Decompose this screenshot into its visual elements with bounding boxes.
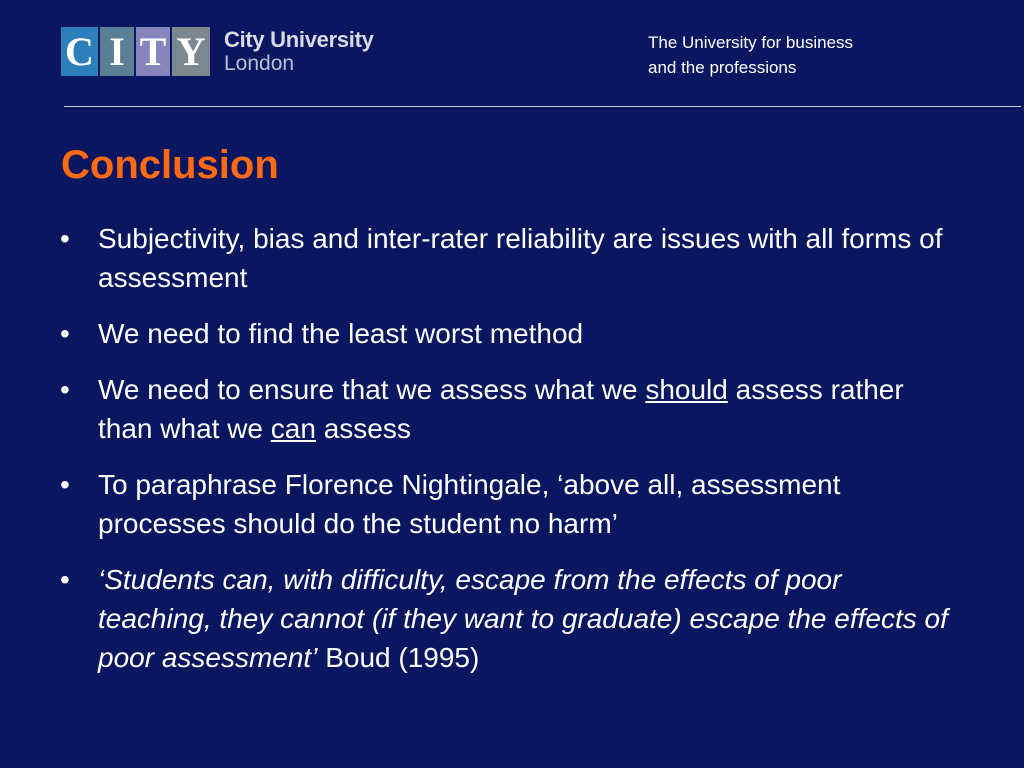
bullet-item-5 <box>60 560 960 677</box>
tagline-line1: The University for business <box>648 33 854 52</box>
logo-tile-y: Y <box>172 27 210 76</box>
bullet-item-4 <box>60 465 960 543</box>
bullet-item-2 <box>60 314 960 353</box>
logo-wordmark <box>224 26 374 75</box>
slide-title: Conclusion <box>61 143 279 187</box>
bullet-text: To paraphrase Florence Nightingale, ‘above all, assessment processes should do the student no harm’ <box>98 469 841 539</box>
bullet-icon: • <box>60 318 70 349</box>
emphasis-can: can <box>270 413 316 444</box>
bullet-icon: • <box>60 223 70 254</box>
emphasis-should: should <box>645 374 728 405</box>
logo-tile-t: T <box>136 27 170 76</box>
bullet-text-part1: We need to ensure that we assess what we <box>98 374 646 405</box>
header-divider <box>64 106 1021 107</box>
header-tagline <box>648 30 948 80</box>
bullet-text-part3: assess <box>315 413 411 444</box>
bullet-quote: ‘Students can, with difficulty, escape from the effects of poor teaching, they cannot (if they want to graduate) escape the effects of poor assessment’ <box>98 564 948 673</box>
logo-tile-i: I <box>100 27 134 76</box>
tagline-line2: and the professions <box>648 58 797 77</box>
city-university-logo <box>61 26 374 76</box>
logo-name-line1: City University <box>224 26 374 52</box>
bullet-item-1 <box>60 219 960 297</box>
bullet-text: We need to find the least worst method <box>98 318 584 349</box>
logo-name-line2: London <box>224 51 295 75</box>
bullet-icon: • <box>60 374 70 405</box>
bullet-icon: • <box>60 469 70 500</box>
bullet-citation: Boud (1995) <box>317 642 480 673</box>
bullet-text: Subjectivity, bias and inter-rater reliability are issues with all forms of assessment <box>98 223 943 293</box>
bullet-text-part2: assess rather than what we <box>98 374 904 444</box>
bullet-icon: • <box>60 564 70 595</box>
logo-letter-tiles <box>61 27 212 76</box>
bullet-list <box>60 219 960 694</box>
bullet-item-3 <box>60 370 960 448</box>
logo-tile-c: C <box>61 27 98 76</box>
